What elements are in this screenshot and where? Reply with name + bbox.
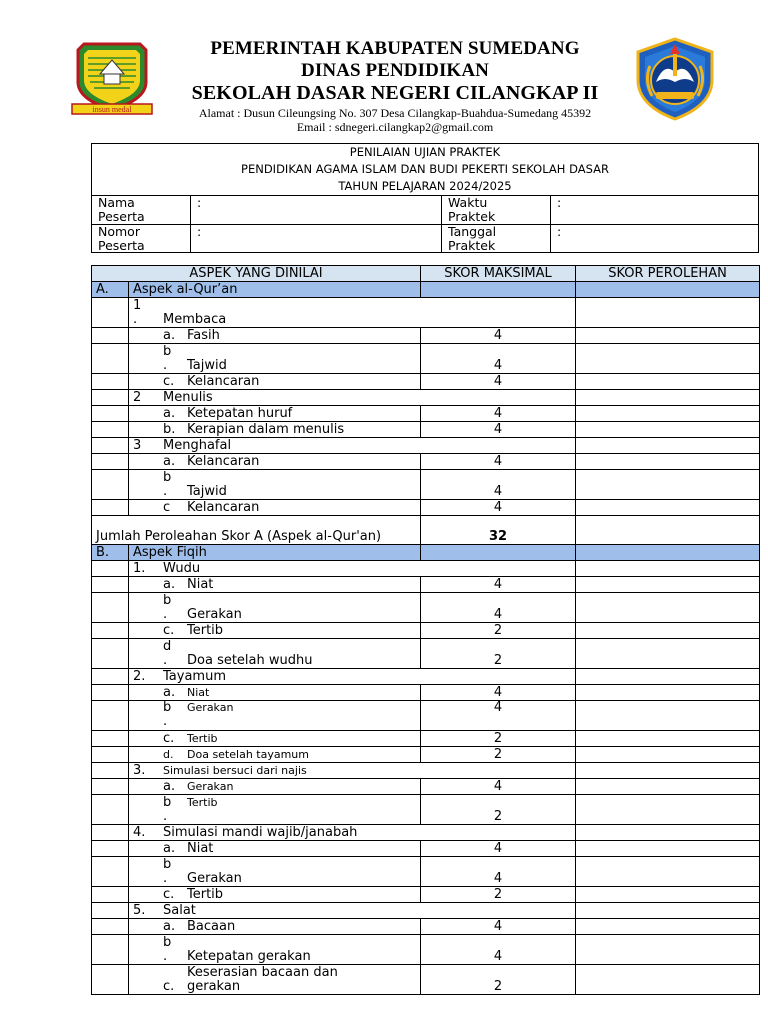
score-input[interactable] <box>576 825 760 841</box>
score-input[interactable] <box>576 763 760 779</box>
score-input[interactable] <box>576 919 760 935</box>
item-number: 5. <box>133 903 146 918</box>
section-title: Aspek Fiqih <box>129 545 421 561</box>
table-row: a. Ketepatan huruf 4 <box>92 406 760 422</box>
score-input[interactable] <box>576 639 760 669</box>
item-label: Kelancaran <box>187 374 260 389</box>
exam-header-box <box>91 143 759 253</box>
table-row <box>92 561 760 577</box>
section-a-row <box>92 282 760 298</box>
nama-peserta-label: Nama Peserta <box>92 196 191 224</box>
item-title: Menghafal <box>163 438 232 453</box>
emblem-motto: insun medal <box>92 105 132 114</box>
score-input[interactable] <box>576 731 760 747</box>
table-row: c. Kelancaran 4 <box>92 374 760 390</box>
item-label: Gerakan <box>187 607 242 622</box>
score-input[interactable] <box>576 328 760 344</box>
max-score: 4 <box>421 593 576 623</box>
item-label: Ketepatan gerakan <box>187 949 311 964</box>
item-label: Tajwid <box>187 358 227 373</box>
section-letter: B. <box>92 545 129 561</box>
score-input[interactable] <box>576 470 760 500</box>
exam-title <box>92 144 758 196</box>
score-input[interactable] <box>576 422 760 438</box>
item-title: Wudu <box>163 561 201 576</box>
table-row: d . Doa setelah wudhu 2 <box>92 639 760 669</box>
score-input[interactable] <box>576 623 760 639</box>
score-input[interactable] <box>576 454 760 470</box>
max-score: 2 <box>421 795 576 825</box>
item-label: Gerakan <box>187 701 234 714</box>
max-score: 2 <box>421 639 576 669</box>
section-a-total-row <box>92 516 760 545</box>
item-label: Niat <box>187 686 210 699</box>
table-row: a. Niat 4 <box>92 685 760 701</box>
score-input[interactable] <box>576 438 760 454</box>
item-number: 2 <box>133 390 142 405</box>
item-label: Gerakan <box>187 871 242 886</box>
max-score: 2 <box>421 731 576 747</box>
letterhead <box>0 0 768 135</box>
table-row: b . $^{Gerakan}$ 4 <box>92 701 760 731</box>
score-input[interactable] <box>576 857 760 887</box>
sumedang-regency-emblem <box>66 38 158 118</box>
item-number: 1 <box>133 298 142 313</box>
max-score: 4 <box>421 935 576 965</box>
score-input[interactable] <box>576 965 760 995</box>
item-title: Tayamum <box>163 669 226 684</box>
max-score: 4 <box>421 422 576 438</box>
government-name: PEMERINTAH KABUPATEN SUMEDANG <box>210 38 580 59</box>
section-title: Aspek al-Qur’an <box>129 282 421 298</box>
max-score: 4 <box>421 470 576 500</box>
item-label: Tajwid <box>187 484 227 499</box>
table-row <box>92 390 760 406</box>
section-letter: A. <box>92 282 129 298</box>
section-b-row <box>92 545 760 561</box>
item-label: Keserasian bacaan dan <box>187 965 338 980</box>
waktu-praktek-field[interactable]: : <box>557 195 562 210</box>
tanggal-praktek-field[interactable]: : <box>557 224 562 239</box>
table-row: c Kelancaran 4 <box>92 500 760 516</box>
table-row <box>92 825 760 841</box>
score-input[interactable] <box>576 390 760 406</box>
item-label: Tertib <box>187 796 218 809</box>
item-number: 3 <box>133 438 142 453</box>
item-label: Bacaan <box>187 919 236 934</box>
item-title: Simulasi mandi wajib/janabah <box>163 825 358 840</box>
item-title: Simulasi bersuci dari najis <box>163 764 307 777</box>
score-input[interactable] <box>576 747 760 763</box>
score-input[interactable] <box>576 701 760 731</box>
table-header-row <box>92 266 760 282</box>
score-input[interactable] <box>576 669 760 685</box>
total-label: Jumlah Peroleahan Skor A (Aspek al-Qur'an) <box>92 516 421 545</box>
max-score: 4 <box>421 577 576 593</box>
item-label: Tertib <box>187 732 218 745</box>
item-title: Menulis <box>163 390 213 405</box>
item-label: Tertib <box>187 887 224 902</box>
table-row: Keserasian bacaan dan c. gerakan 2 <box>92 965 760 995</box>
max-score: 2 <box>421 965 576 995</box>
table-row: b . Gerakan 4 <box>92 857 760 887</box>
max-score: 4 <box>421 701 576 731</box>
table-row <box>92 669 760 685</box>
max-score: 4 <box>421 328 576 344</box>
table-row <box>92 903 760 919</box>
max-score: 2 <box>421 887 576 903</box>
table-row: d. Doa setelah tayamum 2 <box>92 747 760 763</box>
agency-name: DINAS PENDIDIKAN <box>301 60 489 81</box>
score-input[interactable] <box>576 577 760 593</box>
score-input[interactable] <box>576 795 760 825</box>
score-input[interactable] <box>576 841 760 857</box>
item-number: 4. <box>133 825 146 840</box>
identity-row-2 <box>92 224 758 252</box>
identity-row-1 <box>92 196 758 224</box>
table-row: a. Niat 4 <box>92 841 760 857</box>
item-label: Kelancaran <box>187 454 260 469</box>
school-name: SEKOLAH DASAR NEGERI CILANGKAP II <box>191 82 599 104</box>
item-label: Kelancaran <box>187 500 260 515</box>
max-score: 4 <box>421 406 576 422</box>
table-row: a. Niat 4 <box>92 577 760 593</box>
table-row: b . Ketepatan gerakan 4 <box>92 935 760 965</box>
table-row <box>92 438 760 454</box>
table-row: c. Tertib 2 <box>92 731 760 747</box>
table-row: b . Tajwid 4 <box>92 470 760 500</box>
score-input[interactable] <box>576 935 760 965</box>
item-label: gerakan <box>187 979 241 994</box>
table-row: b . $^{Tertib}$ 2 <box>92 795 760 825</box>
item-number: 2. <box>133 669 146 684</box>
exam-title-line1: PENILAIAN UJIAN PRAKTEK <box>349 145 501 159</box>
table-row: c. Tertib 2 <box>92 887 760 903</box>
max-score: 4 <box>421 500 576 516</box>
item-number: . <box>133 312 138 327</box>
score-input[interactable] <box>576 779 760 795</box>
item-label: Tertib <box>187 623 224 638</box>
score-input[interactable] <box>576 374 760 390</box>
table-row: b. Kerapian dalam menulis 4 <box>92 422 760 438</box>
exam-title-line3: TAHUN PELAJARAN 2024/2025 <box>338 179 512 193</box>
waktu-praktek-label: Waktu Praktek <box>442 196 551 224</box>
total-max-score: 32 <box>421 516 576 545</box>
nomor-peserta-label: Nomor Peserta <box>92 225 191 252</box>
max-score: 4 <box>421 374 576 390</box>
max-score: 2 <box>421 747 576 763</box>
score-input[interactable] <box>576 593 760 623</box>
assessment-table <box>91 265 760 995</box>
col-max-header: SKOR MAKSIMAL <box>421 266 576 282</box>
table-row: a. Kelancaran 4 <box>92 454 760 470</box>
col-aspek-header: ASPEK YANG DINILAI <box>92 266 421 282</box>
school-crest-emblem <box>630 36 720 122</box>
nomor-peserta-field[interactable]: : <box>191 225 442 252</box>
item-number: 3. <box>133 763 146 778</box>
table-row: a. Bacaan 4 <box>92 919 760 935</box>
max-score: 2 <box>421 623 576 639</box>
score-input[interactable] <box>576 903 760 919</box>
max-score: 4 <box>421 685 576 701</box>
item-label: Niat <box>187 577 214 592</box>
item-label: Doa setelah tayamum <box>187 748 309 761</box>
item-label: Doa setelah wudhu <box>187 653 313 668</box>
item-label: Kerapian dalam menulis <box>187 422 345 437</box>
table-row: b . Tajwid 4 <box>92 344 760 374</box>
table-row <box>92 298 760 328</box>
exam-title-line2: PENDIDIKAN AGAMA ISLAM DAN BUDI PEKERTI SEKOLAH DASAR <box>241 162 609 176</box>
item-title: Salat <box>163 903 196 918</box>
item-label: Niat <box>187 841 214 856</box>
item-label: Ketepatan huruf <box>187 406 293 421</box>
score-input[interactable] <box>576 298 760 328</box>
col-perolehan-header: SKOR PEROLEHAN <box>576 266 760 282</box>
school-email: Email : sdnegeri.cilangkap2@gmail.com <box>296 120 494 134</box>
max-score: 4 <box>421 857 576 887</box>
max-score: 4 <box>421 779 576 795</box>
score-input[interactable] <box>576 685 760 701</box>
score-input[interactable] <box>576 561 760 577</box>
score-input[interactable] <box>576 500 760 516</box>
item-number: 1. <box>133 561 146 576</box>
tanggal-praktek-label: Tanggal Praktek <box>442 225 551 252</box>
table-row: c. Tertib 2 <box>92 623 760 639</box>
score-input[interactable] <box>576 887 760 903</box>
item-label: Fasih <box>187 328 220 343</box>
table-row <box>92 763 760 779</box>
max-score: 4 <box>421 919 576 935</box>
letterhead-text <box>160 38 630 134</box>
max-score: 4 <box>421 344 576 374</box>
table-row: a. Gerakan 4 <box>92 779 760 795</box>
score-input[interactable] <box>576 344 760 374</box>
nama-peserta-field[interactable]: : <box>191 196 442 224</box>
score-input[interactable] <box>576 406 760 422</box>
max-score: 4 <box>421 841 576 857</box>
item-title: Membaca <box>163 312 227 327</box>
item-label: Gerakan <box>187 780 234 793</box>
table-row: b . Gerakan 4 <box>92 593 760 623</box>
max-score: 4 <box>421 454 576 470</box>
total-score-input[interactable] <box>576 516 760 545</box>
table-row: a. Fasih 4 <box>92 328 760 344</box>
school-address: Alamat : Dusun Cileungsing No. 307 Desa Cilangkap-Buahdua-Sumedang 45392 <box>198 106 592 120</box>
